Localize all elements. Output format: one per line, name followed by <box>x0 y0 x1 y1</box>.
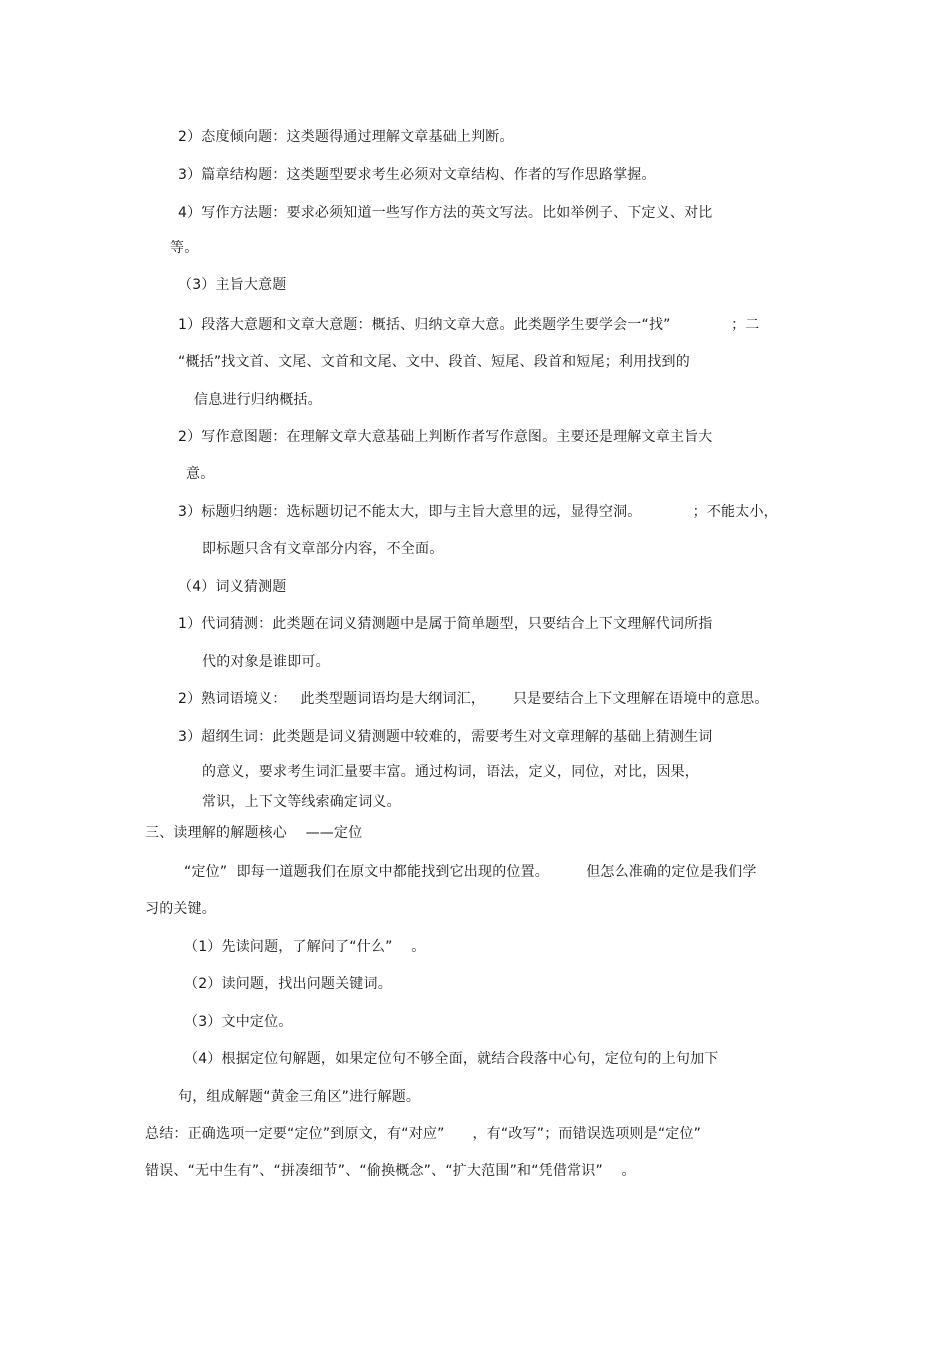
text-line-title-summary-cont: 即标题只含有文章部分内容，不全面。 <box>202 541 444 557</box>
text-line-paragraph-idea-cont2: 信息进行归纳概括。 <box>194 392 322 408</box>
text-line-location-definition-cont: 习的关键。 <box>145 901 216 917</box>
text-line-paragraph-idea-cont1: “概括”找文首、文尾、文首和文尾、文中、段首、短尾、段首和短尾；利用找到的 <box>178 354 690 370</box>
text-line-summary-cont: 错误、“无中生有”、“拼凑细节”、“偷换概念”、“扩大范围”和“凭借常识” 。 <box>145 1163 636 1179</box>
text-line-pronoun-guess-cont: 代的对象是谁即可。 <box>202 654 330 670</box>
text-line-writing-intent: 2）写作意图题：在理解文章大意基础上判断作者写作意图。主要还是理解文章主旨大 <box>178 429 713 445</box>
text-line-writing-method-question: 4）写作方法题：要求必须知道一些写作方法的英文写法。比如举例子、下定义、对比 <box>178 205 713 221</box>
text-line-structure-question: 3）篇章结构题：这类题型要求考生必须对文章结构、作者的写作思路掌握。 <box>178 167 656 183</box>
text-line-summary: 总结：正确选项一定要“定位”到原文，有“对应” ，有“改写”；而错误选项则是“定位” <box>145 1126 702 1142</box>
step-solve-by-location-cont: 句，组成解题“黄金三角区”进行解题。 <box>178 1089 421 1105</box>
text-line-pronoun-guess: 1）代词猜测：此类题在词义猜测题中是属于简单题型，只要结合上下文理解代词所指 <box>178 616 713 632</box>
text-line-new-word-cont1: 的意义，要求考生词汇量要丰富。通过构词，语法，定义，同位，对比，因果， <box>202 764 699 780</box>
text-line-new-word: 3）超纲生词：此类题是词义猜测题中较难的，需要考生对文章理解的基础上猜测生词 <box>178 729 713 745</box>
step-find-keywords: （2）读问题，找出问题关键词。 <box>184 976 392 992</box>
text-line-writing-intent-cont: 意。 <box>186 466 215 482</box>
step-solve-by-location: （4）根据定位句解题，如果定位句不够全面，就结合段落中心句，定位句的上句加下 <box>184 1051 719 1067</box>
step-read-question: （1）先读问题，了解问了“什么” 。 <box>184 939 426 955</box>
text-line-attitude-question: 2）态度倾向题：这类题得通过理解文章基础上判断。 <box>178 129 514 145</box>
section-heading-main-idea: （3）主旨大意题 <box>178 277 287 293</box>
text-line-writing-method-cont: 等。 <box>170 240 199 256</box>
text-line-location-definition: “定位” 即每一道题我们在原文中都能找到它出现的位置。 但怎么准确的定位是我们学 <box>184 864 757 880</box>
section-heading-core-location: 三、读理解的解题核心 ——定位 <box>145 825 363 841</box>
text-line-familiar-word: 2）熟词语境义： 此类型题词语均是大纲词汇， 只是要结合上下文理解在语境中的意思。 <box>178 691 769 707</box>
text-line-new-word-cont2: 常识，上下文等线索确定词义。 <box>202 794 401 810</box>
step-locate-in-text: （3）文中定位。 <box>184 1014 293 1030</box>
text-line-title-summary: 3）标题归纳题：选标题切记不能太大，即与主旨大意里的远，显得空洞。 ；不能太小， <box>178 504 778 520</box>
text-line-paragraph-idea: 1）段落大意题和文章大意题：概括、归纳文章大意。此类题学生要学会一“找” ；二 <box>178 317 760 333</box>
section-heading-word-guess: （4）词义猜测题 <box>178 579 287 595</box>
